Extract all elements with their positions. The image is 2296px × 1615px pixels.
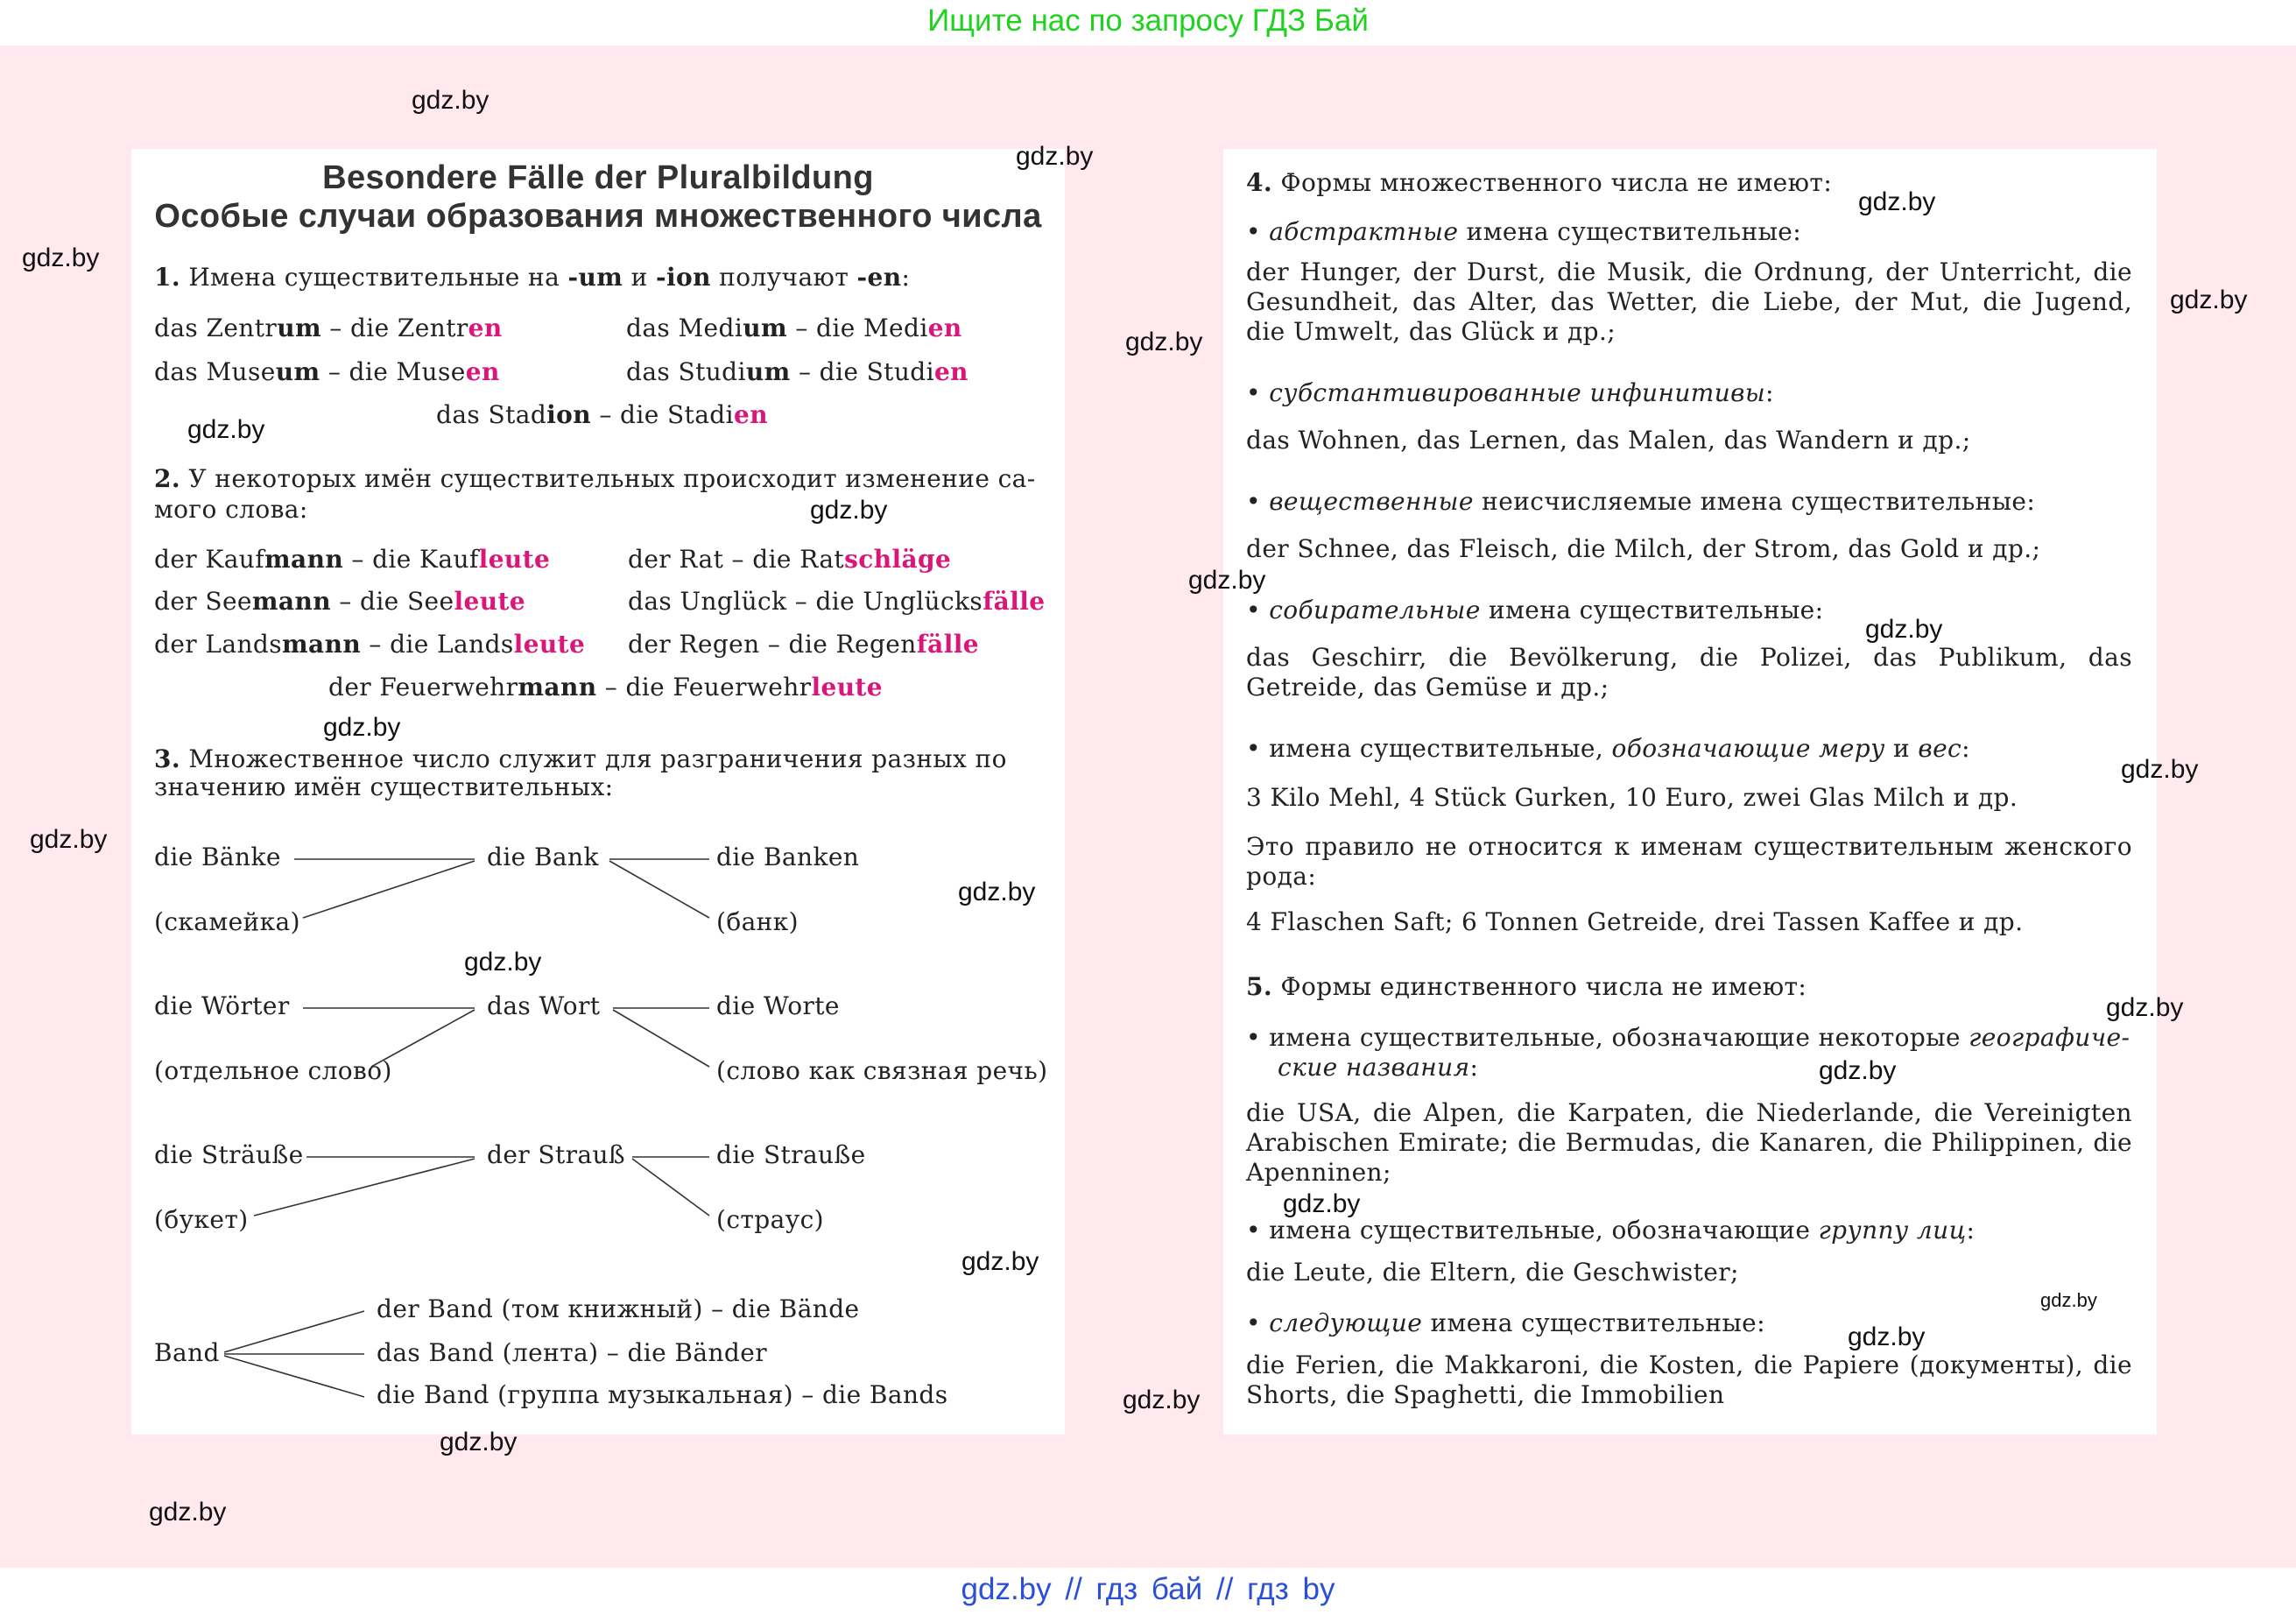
pair-feuerwehrmann: der Feuerwehrmann – die Feuerwehrleute (328, 673, 884, 702)
bullet-measure: • имена существительные, обозначающие меру и вес: (1246, 734, 1970, 763)
examples-abstract: der Hunger, der Durst, die Musik, die Ordnung, der Unterricht, die Gesundheit, das Alter, das Wetter, die Liebe, der Mut, die Jugend, die Umwelt, das Glück и др.; (1246, 257, 2132, 346)
group1-left-plural: die Bänke (154, 843, 281, 871)
examples-measure: 3 Kilo Mehl, 4 Stück Gurken, 10 Euro, zwei Glas Milch и др. (1246, 783, 2018, 812)
group2-left-meaning: (отдельное слово) (154, 1056, 392, 1085)
group1-center: die Bank (487, 843, 599, 871)
band-item-2: das Band (лента) – die Bänder (377, 1338, 767, 1367)
rule-2-line1: 2. У некоторых имён существительных происходит изменение са- (154, 464, 1036, 493)
watermark: gdz.by (2040, 1289, 2097, 1311)
band-root: Band (154, 1338, 220, 1367)
watermark: gdz.by (2121, 755, 2199, 784)
group2-right-plural: die Worte (716, 991, 840, 1020)
examples-infinitives: das Wohnen, das Lernen, das Malen, das Wandern и др.; (1246, 426, 1971, 455)
watermark: gdz.by (1125, 328, 1203, 356)
bullet-collective: • собирательные имена существительные: (1246, 596, 1824, 624)
pair-studium: das Studium – die Studien (626, 357, 968, 386)
watermark: gdz.by (464, 948, 542, 977)
examples-material: der Schnee, das Fleisch, die Milch, der Strom, das Gold и др.; (1246, 534, 2041, 563)
watermark: gdz.by (1123, 1386, 1201, 1414)
watermark: gdz.by (1283, 1189, 1361, 1218)
watermark: gdz.by (1858, 187, 1936, 216)
examples-feminine: 4 Flaschen Saft; 6 Tonnen Getreide, drei Tassen Kaffee и др. (1246, 907, 2024, 936)
watermark: gdz.by (1848, 1322, 1926, 1351)
banner-text: Ищите нас по запросу ГДЗ Бай (927, 4, 1369, 38)
pair-medium: das Medium – die Medien (626, 314, 962, 342)
band-item-3: die Band (группа музыкальная) – die Bands (377, 1380, 948, 1409)
pair-stadion: das Stadion – die Stadien (436, 400, 768, 429)
group3-right-meaning: (страус) (716, 1205, 824, 1234)
pair-regen: der Regen – die Regenfälle (628, 630, 979, 659)
group1-right-plural: die Banken (716, 843, 860, 871)
note-feminine: Это правило не относится к именам существительным женского рода: (1246, 832, 2132, 891)
examples-geographic: die USA, die Alpen, die Karpaten, die Niederlande, die Vereinigten Arabischen Emirate; die Bermudas, die Kanaren, die Philippinen, die Apenninen; (1246, 1098, 2132, 1187)
watermark: gdz.by (1865, 615, 1943, 644)
group3-left-meaning: (букет) (154, 1205, 249, 1234)
examples-following: die Ferien, die Makkaroni, die Kosten, die Papiere (документы), die Shorts, die Spaghetti, die Immobilien (1246, 1351, 2132, 1409)
pair-zentrum: das Zentrum – die Zentren (154, 314, 503, 342)
right-page (1223, 149, 2157, 1435)
watermark: gdz.by (810, 496, 888, 525)
group2-left-plural: die Wörter (154, 991, 290, 1020)
watermark: gdz.by (30, 825, 108, 854)
watermark: gdz.by (2106, 993, 2184, 1022)
connector-line (224, 1356, 364, 1397)
watermark: gdz.by (22, 243, 100, 272)
rule-3-line2: значению имён существительных: (154, 772, 614, 801)
rule-1: 1. Имена существительные на -um и -ion получают -en: (154, 263, 911, 292)
pair-kaufmann: der Kaufmann – die Kaufleute (154, 545, 551, 574)
bullet-group-of-persons: • имена существительные, обозначающие группу лиц: (1246, 1216, 1976, 1245)
bullet-geographic: • имена существительные, обозначающие некоторые географиче- (1246, 1023, 2130, 1052)
bullet-following: • следующие имена существительные: (1246, 1308, 1765, 1337)
footer-links[interactable]: gdz.by // гдз бай // гдз by (961, 1572, 1335, 1606)
connector-line (632, 1159, 709, 1216)
left-page (131, 149, 1065, 1435)
rule-4-heading: 4. Формы множественного числа не имеют: (1246, 168, 1833, 197)
rule-2-line2: мого слова: (154, 495, 308, 524)
bullet-abstract: • абстрактные имена существительные: (1246, 217, 1802, 246)
watermark: gdz.by (961, 1247, 1039, 1276)
bullet-material: • вещественные неисчисляемые имена существительные: (1246, 487, 2036, 516)
bullet-geographic-cont: ские названия: (1278, 1053, 1479, 1082)
connector-line (371, 1010, 475, 1067)
title-german: Besondere Fälle der Pluralbildung (322, 159, 874, 196)
watermark: gdz.by (149, 1498, 227, 1527)
watermark: gdz.by (1819, 1056, 1897, 1085)
group1-left-meaning: (скамейка) (154, 907, 300, 936)
rule-5-heading: 5. Формы единственного числа не имеют: (1246, 972, 1807, 1001)
group3-center: der Strauß (487, 1140, 626, 1169)
pair-landsmann: der Landsmann – die Landsleute (154, 630, 586, 659)
watermark: gdz.by (440, 1428, 518, 1456)
watermark: gdz.by (187, 415, 265, 444)
bullet-infinitives: • субстантивированные инфинитивы: (1246, 378, 1774, 407)
group3-right-plural: die Strauße (716, 1140, 866, 1169)
watermark: gdz.by (1016, 142, 1094, 171)
connector-lines (131, 149, 1065, 1435)
watermark: gdz.by (1188, 566, 1266, 595)
connector-line (613, 1010, 709, 1067)
bottom-banner (0, 1568, 2296, 1615)
examples-group-of-persons: die Leute, die Eltern, die Geschwister; (1246, 1258, 1739, 1287)
connector-line (254, 1159, 475, 1216)
group2-center: das Wort (487, 991, 601, 1020)
pair-rat: der Rat – die Ratschläge (628, 545, 952, 574)
examples-collective: das Geschirr, die Bevölkerung, die Polizei, das Publikum, das Getreide, das Gemüse и др.; (1246, 643, 2132, 702)
watermark: gdz.by (412, 86, 489, 115)
watermark: gdz.by (323, 713, 401, 742)
band-item-1: der Band (том книжный) – die Bände (377, 1294, 860, 1323)
group3-left-plural: die Sträuße (154, 1140, 304, 1169)
title-russian: Особые случаи образования множественного числа (154, 198, 1042, 235)
rule-3-line1: 3. Множественное число служит для разграничения разных по (154, 744, 1007, 773)
connector-line (303, 861, 475, 918)
connector-line (224, 1311, 364, 1352)
group2-right-meaning: (слово как связная речь) (716, 1056, 1048, 1085)
top-banner (0, 0, 2296, 46)
watermark: gdz.by (958, 878, 1036, 906)
group1-right-meaning: (банк) (716, 907, 799, 936)
pair-unglueck: das Unglück – die Unglücksfälle (628, 587, 1046, 616)
watermark: gdz.by (2170, 286, 2248, 314)
pair-seemann: der Seemann – die Seeleute (154, 587, 526, 616)
pair-museum: das Museum – die Museen (154, 357, 500, 386)
connector-line (609, 861, 709, 918)
